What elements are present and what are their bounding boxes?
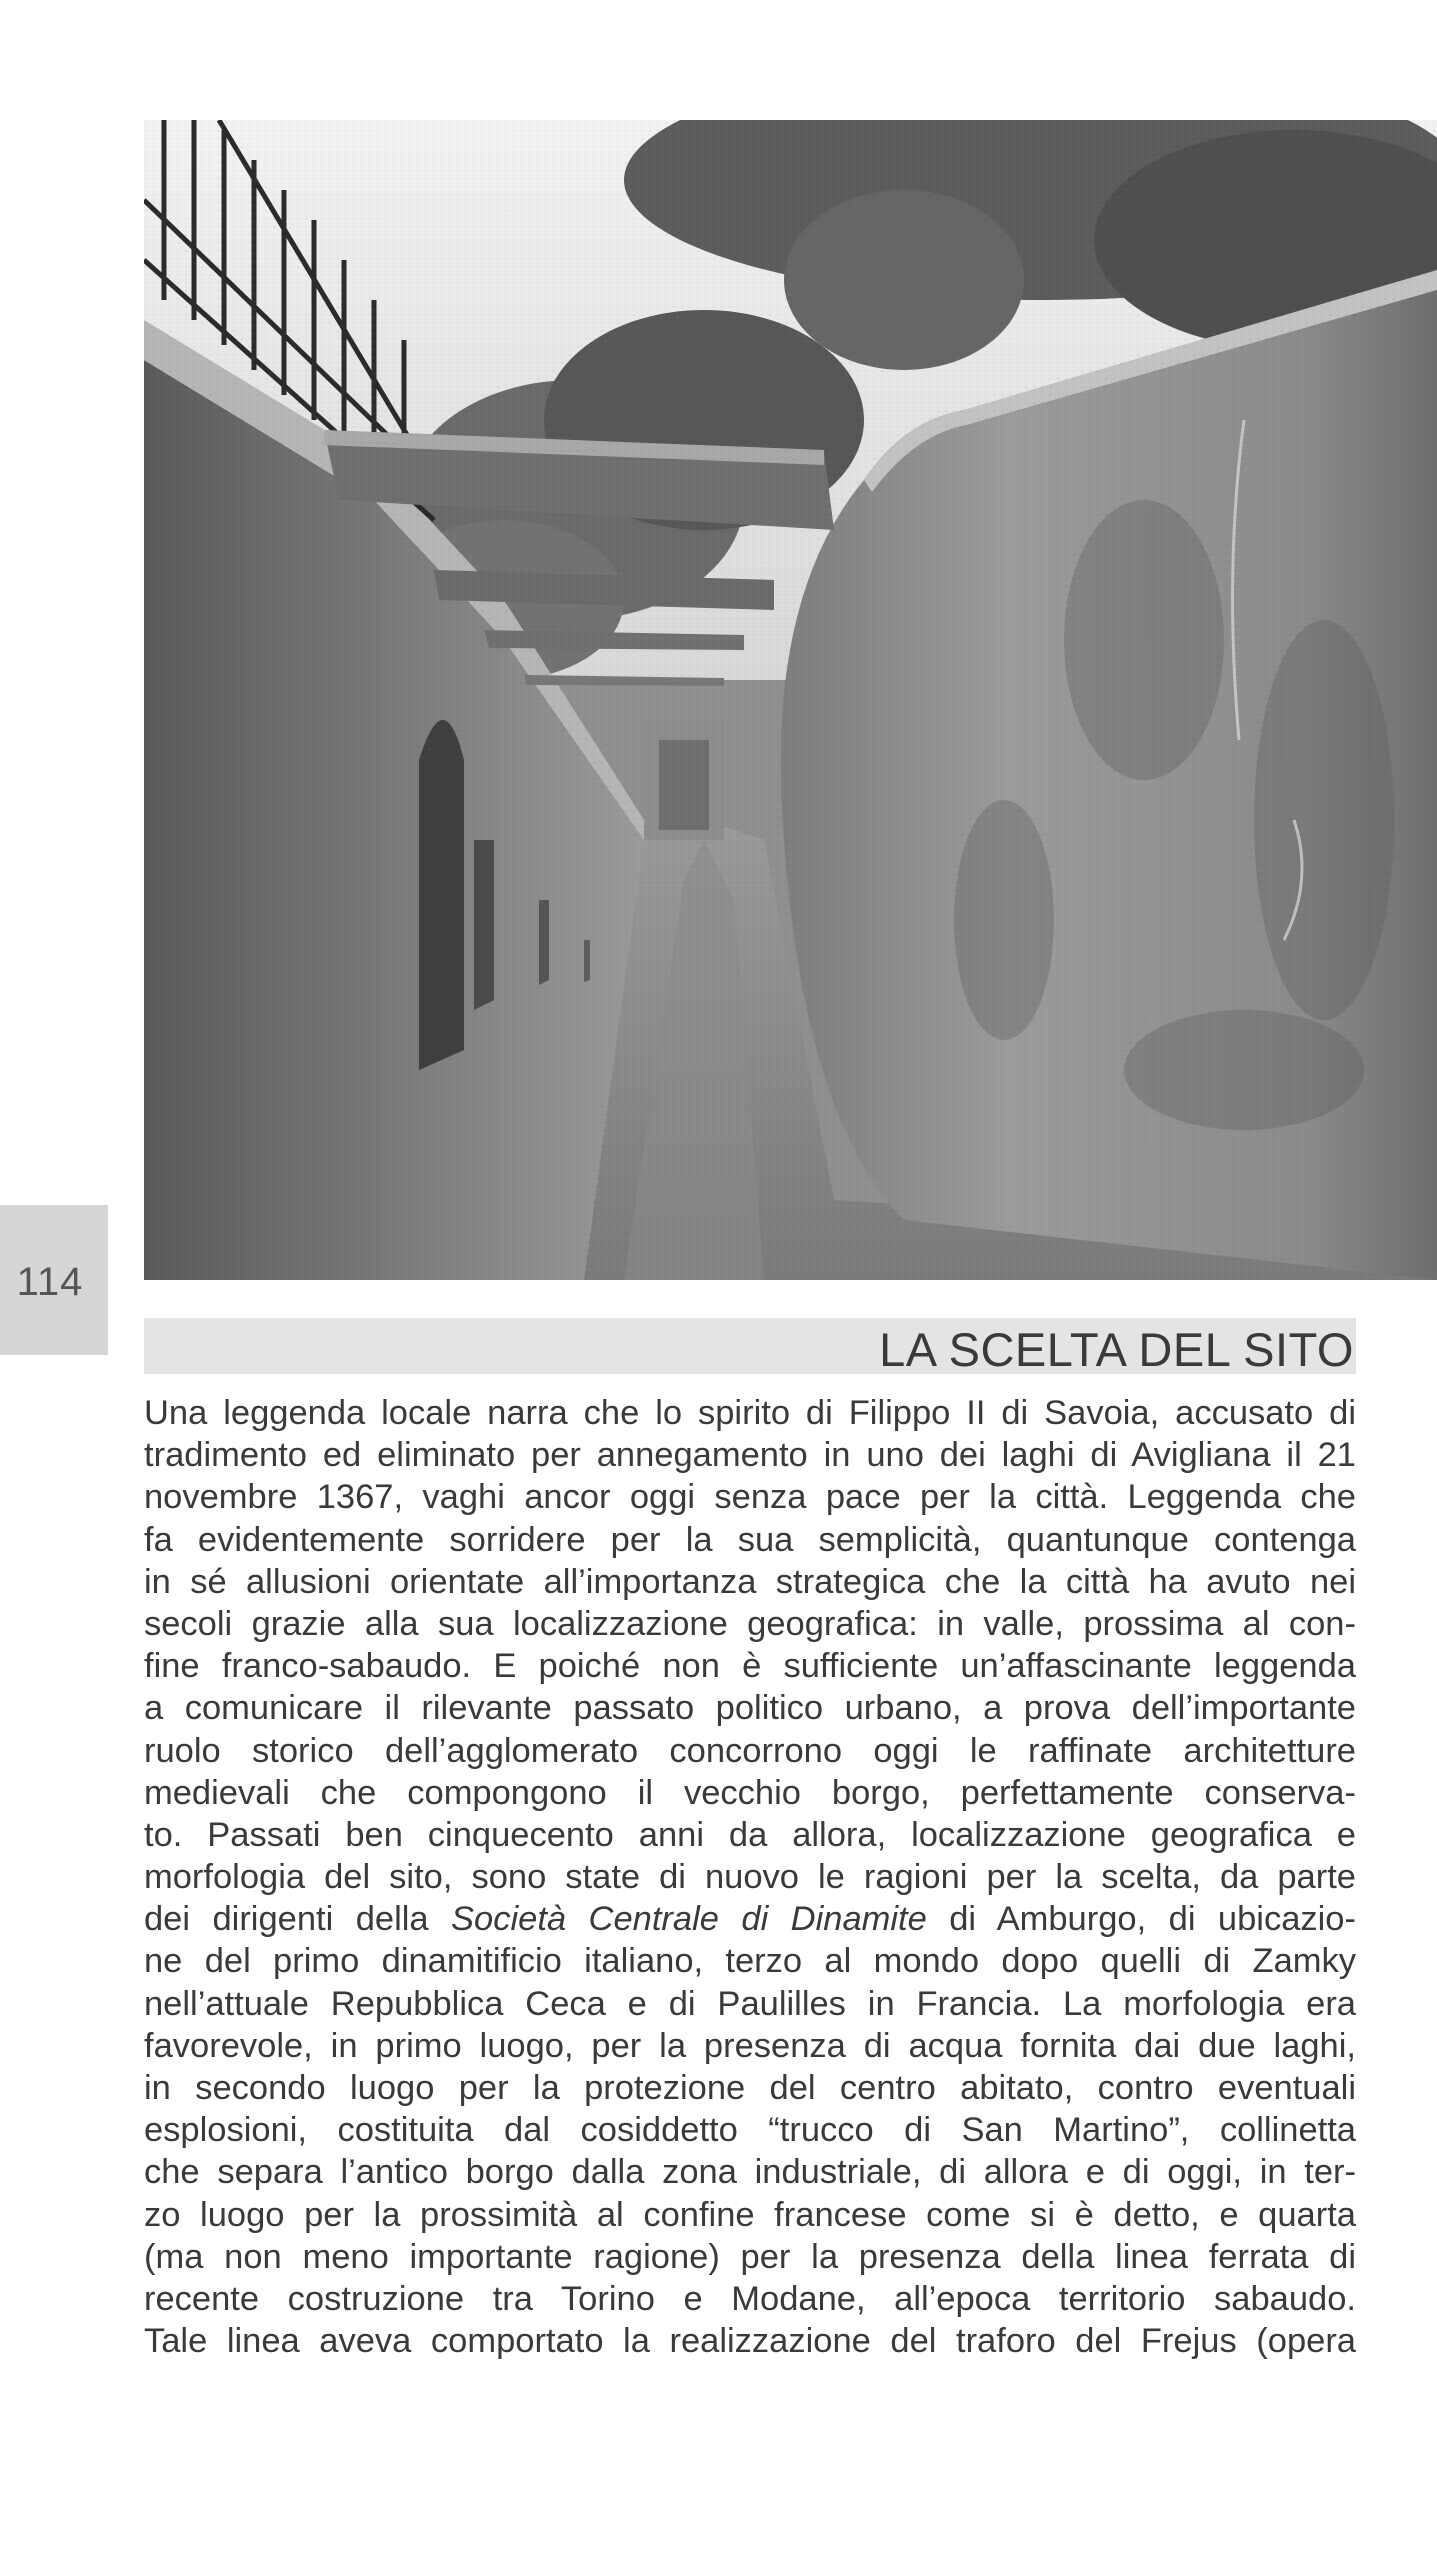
- body-line: fine franco-sabaudo. E poiché non è sufficiente un’affascinante leggenda: [144, 1647, 1356, 1686]
- body-line: Una leggenda locale narra che lo spirito di Filippo II di Savoia, accusato di: [144, 1394, 1356, 1432]
- section-title: LA SCELTA DEL SITO: [879, 1323, 1354, 1376]
- trench-photo: [144, 120, 1437, 1280]
- body-line: a comunicare il rilevante passato politico urbano, a prova dell’importante: [144, 1689, 1356, 1728]
- body-line: ne del primo dinamitificio italiano, terzo al mondo dopo quelli di Zamky: [144, 1942, 1356, 1981]
- body-line: favorevole, in primo luogo, per la presenza di acqua fornita dai due laghi,: [144, 2026, 1356, 2065]
- body-line: ruolo storico dell’agglomerato concorrono oggi le raffinate architetture: [144, 1731, 1356, 1770]
- body-paragraph: [144, 1392, 1356, 2362]
- body-line: nell’attuale Repubblica Ceca e di Paulilles in Francia. La morfologia era: [144, 1984, 1356, 2023]
- body-line: medievali che compongono il vecchio borgo, perfettamente conserva-: [144, 1773, 1356, 1812]
- body-line: tradimento ed eliminato per annegamento in uno dei laghi di Avigliana il 21: [144, 1436, 1356, 1475]
- company-name: Società Centrale di Dinamite: [451, 1900, 927, 1939]
- body-line-text: di Amburgo, di ubicazio-: [926, 1900, 1356, 1939]
- body-line: zo luogo per la prossimità al confine francese come si è detto, e quarta: [144, 2195, 1356, 2234]
- body-line: esplosioni, costituita dal cosiddetto “trucco di San Martino”, collinetta: [144, 2111, 1356, 2150]
- body-line: novembre 1367, vaghi ancor oggi senza pace per la città. Leggenda che: [144, 1478, 1356, 1517]
- body-line: fa evidentemente sorridere per la sua semplicità, quantunque contenga: [144, 1520, 1356, 1559]
- page-number: 114: [16, 1260, 84, 1304]
- body-line: [144, 1898, 1356, 1940]
- body-line: secoli grazie alla sua localizzazione geografica: in valle, prossima al con-: [144, 1604, 1356, 1643]
- photo-illustration: [144, 120, 1437, 1280]
- body-line: che separa l’antico borgo dalla zona industriale, di allora e di oggi, in ter-: [144, 2153, 1356, 2192]
- body-line: to. Passati ben cinquecento anni da allora, localizzazione geografica e: [144, 1815, 1356, 1854]
- body-line: recente costruzione tra Torino e Modane, all’epoca territorio sabaudo.: [144, 2279, 1356, 2318]
- body-line: morfologia del sito, sono state di nuovo le ragioni per la scelta, da parte: [144, 1858, 1356, 1897]
- body-line: (ma non meno importante ragione) per la presenza della linea ferrata di: [144, 2237, 1356, 2276]
- body-line-text: dei dirigenti della: [144, 1900, 452, 1939]
- body-line: in secondo luogo per la protezione del centro abitato, contro eventuali: [144, 2069, 1356, 2107]
- body-line: Tale linea aveva comportato la realizzazione del traforo del Frejus (opera: [144, 2322, 1356, 2361]
- body-line: in sé allusioni orientate all’importanza strategica che la città ha avuto nei: [144, 1562, 1356, 1601]
